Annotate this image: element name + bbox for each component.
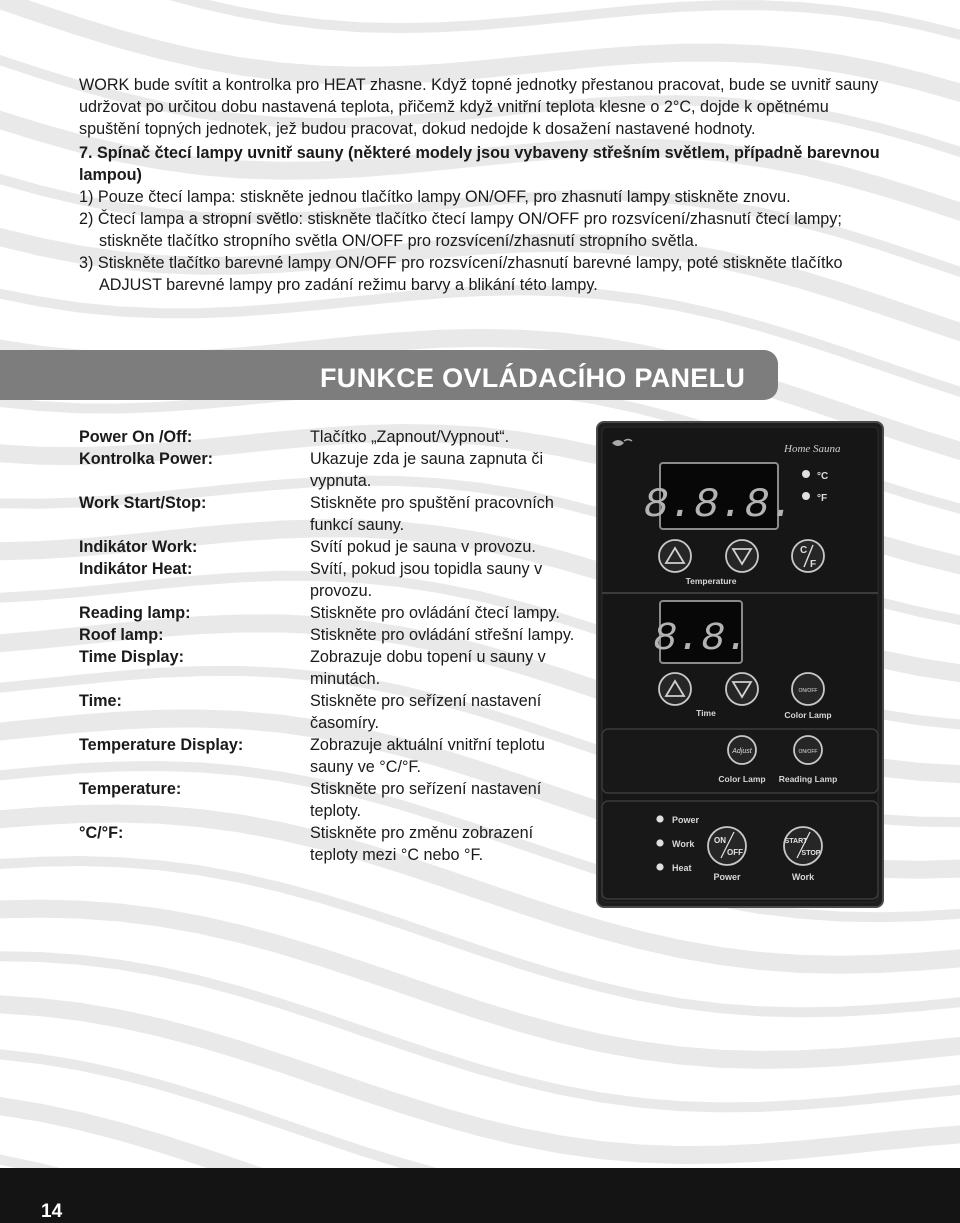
definition-term: Time Display: xyxy=(79,648,184,666)
definition-desc: Stiskněte pro ovládání čtecí lampy. xyxy=(310,604,560,622)
definition-row xyxy=(79,646,579,690)
definition-row xyxy=(79,690,579,734)
intro-paragraph: WORK bude svítit a kontrolka pro HEAT zhasne. Když topné jednotky přestanou pracovat, bude se uvnitř sauny udržovat po určitou dobu nastavená teplota, přičemž když vnitřní teplota klesne o 2°C, dojde k opětnému spuštění topných jednotek, jež budou pracovat, dokud nedojde k dosažení nastavené hodnoty. xyxy=(79,76,879,138)
definition-desc: Ukazuje zda je sauna zapnuta či vypnuta. xyxy=(310,450,544,490)
cf-button-c: C xyxy=(800,545,808,556)
time-display-digits: 8.8. xyxy=(652,617,750,662)
definition-row xyxy=(79,426,579,448)
definition-term: Reading lamp: xyxy=(79,604,191,622)
heat-indicator-label: Heat xyxy=(672,863,692,873)
power-button-off: OFF xyxy=(727,848,743,857)
definition-desc: Svítí pokud je sauna v provozu. xyxy=(310,538,536,556)
definitions-list xyxy=(79,426,579,866)
definition-term: °C/°F: xyxy=(79,824,124,842)
cf-button-f: F xyxy=(810,559,817,570)
list-item: 3) Stiskněte tlačítko barevné lampy ON/OFF pro rozsvícení/zhasnutí barevné lampy, poté stiskněte tlačítko ADJUST barevné lampy pro zadání režimu barvy a blikání této lampy. xyxy=(79,254,843,294)
definition-desc: Stiskněte pro seřízení nastavení teploty. xyxy=(310,780,542,820)
work-button-start: START xyxy=(784,838,808,845)
celsius-fahrenheit-button[interactable] xyxy=(792,540,824,572)
definition-term: Work Start/Stop: xyxy=(79,494,207,512)
definition-desc: Zobrazuje aktuální vnitřní teplotu sauny ve °C/°F. xyxy=(310,736,545,776)
definition-row xyxy=(79,558,579,602)
power-button-label: Power xyxy=(713,872,741,882)
brand-name: Home Sauna xyxy=(784,443,841,455)
fahrenheit-indicator xyxy=(802,492,810,500)
wave-stripe xyxy=(0,909,960,1060)
definition-row xyxy=(79,602,579,624)
temperature-display-digits: 8.8.8. xyxy=(643,481,795,529)
color-lamp-onoff-button[interactable] xyxy=(792,673,824,705)
power-indicator xyxy=(656,815,663,822)
reading-lamp-onoff-button[interactable] xyxy=(794,736,822,764)
definition-desc: Tlačítko „Zapnout/Vypnout“. xyxy=(310,428,510,446)
work-indicator-label: Work xyxy=(672,839,695,849)
list-item: 2) Čtecí lampa a stropní světlo: stiskněte tlačítko čtecí lampy ON/OFF pro rozsvícení/zhasnutí čtecí lampy; stiskněte tlačítko stropního světla ON/OFF pro rozsvícení/zhasnutí stropního světla. xyxy=(79,210,842,250)
time-up-button[interactable] xyxy=(659,673,691,705)
definition-term: Temperature: xyxy=(79,780,182,798)
definition-desc: Svítí, pokud jsou topidla sauny v provozu. xyxy=(310,560,543,600)
definition-term: Roof lamp: xyxy=(79,626,164,644)
time-down-button[interactable] xyxy=(726,673,758,705)
adjust-button-label: Adjust xyxy=(732,748,752,755)
definition-row xyxy=(79,536,579,558)
definition-desc: Stiskněte pro spuštění pracovních funkcí sauny. xyxy=(310,494,554,534)
definition-row xyxy=(79,448,579,492)
definition-term: Temperature Display: xyxy=(79,736,244,754)
definition-row xyxy=(79,624,579,646)
definition-row xyxy=(79,778,579,822)
definition-row xyxy=(79,492,579,536)
section-7-heading: 7. Spínač čtecí lampy uvnitř sauny (některé modely jsou vybaveny střešním světlem, případně barevnou lampou) xyxy=(79,144,880,184)
time-label: Time xyxy=(696,708,716,718)
definition-term: Indikátor Heat: xyxy=(79,560,193,578)
color-lamp-label: Color Lamp xyxy=(784,710,832,720)
definition-term: Kontrolka Power: xyxy=(79,450,214,468)
power-onoff-button[interactable] xyxy=(708,827,746,865)
definition-term: Time: xyxy=(79,692,122,710)
definition-desc: Zobrazuje dobu topení u sauny v minutách. xyxy=(310,648,546,688)
definition-term: Power On /Off: xyxy=(79,428,193,446)
color-lamp-label: Color Lamp xyxy=(718,774,766,784)
work-button-stop: STOP xyxy=(801,850,821,857)
definition-term: Indikátor Work: xyxy=(79,538,198,556)
reading-lamp-label: Reading Lamp xyxy=(778,774,838,784)
power-indicator-label: Power xyxy=(672,815,700,825)
control-panel-image xyxy=(596,421,884,908)
section-title: FUNKCE OVLÁDACÍHO PANELU xyxy=(320,363,746,393)
definition-row xyxy=(79,822,579,866)
temperature-down-button[interactable] xyxy=(726,540,758,572)
celsius-label: °C xyxy=(817,471,829,482)
onoff-small-label: ON/OFF xyxy=(798,688,818,694)
work-indicator xyxy=(656,839,663,846)
page-number: 14 xyxy=(41,1201,63,1222)
definition-desc: Stiskněte pro změnu zobrazení teploty mezi °C nebo °F. xyxy=(310,824,534,864)
power-button-on: ON xyxy=(714,836,726,845)
temperature-up-button[interactable] xyxy=(659,540,691,572)
onoff-small-label: ON/OFF xyxy=(798,749,818,755)
intro-text xyxy=(79,74,887,296)
work-button-label: Work xyxy=(791,872,815,882)
definition-row xyxy=(79,734,579,778)
adjust-button[interactable] xyxy=(728,736,756,764)
celsius-indicator xyxy=(802,470,810,478)
heat-indicator xyxy=(656,863,663,870)
list-item: 1) Pouze čtecí lampa: stiskněte jednou tlačítko lampy ON/OFF, pro zhasnutí lampy stiskněte znovu. xyxy=(79,188,791,206)
definition-desc: Stiskněte pro ovládání střešní lampy. xyxy=(310,626,575,644)
definition-desc: Stiskněte pro seřízení nastavení časomíry. xyxy=(310,692,542,732)
work-start-stop-button[interactable] xyxy=(784,827,822,865)
fahrenheit-label: °F xyxy=(817,493,828,504)
page-footer xyxy=(0,1168,960,1223)
temperature-label: Temperature xyxy=(685,576,737,586)
